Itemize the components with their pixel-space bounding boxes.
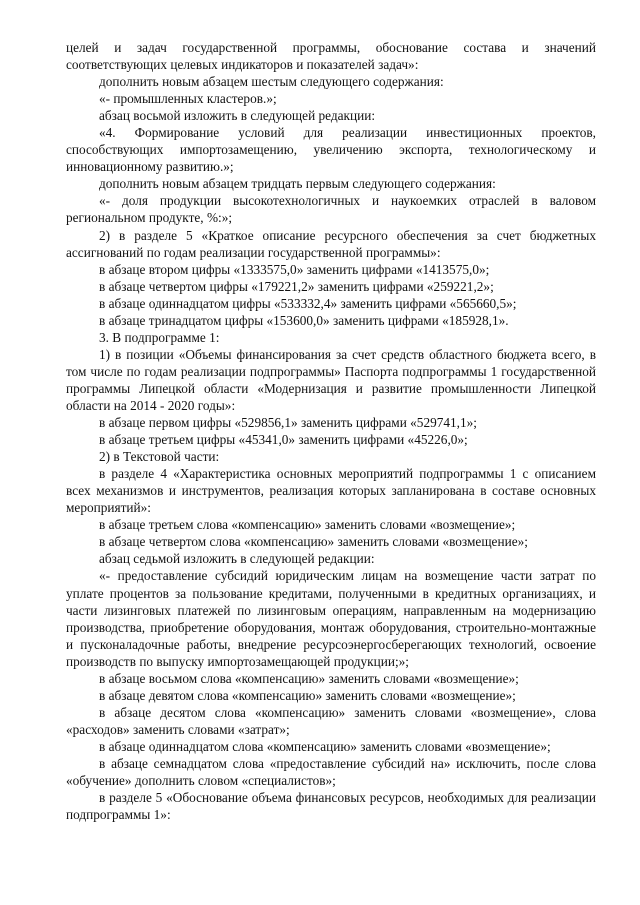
paragraph-fourth-figures: в абзаце четвертом цифры «179221,2» заменить цифрами «259221,2»;: [99, 278, 494, 294]
paragraph-hightech-share: «- доля продукции высокотехнологичных и наукоемких отраслей в валовом региональном продукте, %:»;: [66, 193, 596, 226]
paragraph-eighth-words: в абзаце восьмом слова «компенсацию» заменить словами «возмещение»;: [99, 670, 519, 686]
paragraph-eleventh-figures: в абзаце одиннадцатом цифры «533332,4» заменить цифрами «565660,5»;: [99, 295, 517, 311]
paragraph-goals-continuation: целей и задач государственной программы, обоснование состава и значений соответствующих целевых индикаторов и показателей задач»:: [66, 40, 596, 73]
paragraph-text-part: 2) в Текстовой части:: [99, 449, 220, 465]
paragraph-third-figures: в абзаце третьем цифры «45341,0» заменить цифрами «45226,0»;: [99, 432, 468, 448]
paragraph-eleventh-words: в абзаце одиннадцатом слова «компенсацию» заменить словами «возмещение»;: [99, 738, 551, 754]
paragraph-section-5-justification: в разделе 5 «Обоснование объема финансовых ресурсов, необходимых для реализации подпрограммы 1»:: [66, 790, 596, 823]
paragraph-section-5: 2) в разделе 5 «Краткое описание ресурсного обеспечения за счет бюджетных ассигнований по годам реализации государственной программы»:: [66, 227, 596, 260]
paragraph-ninth-words: в абзаце девятом слова «компенсацию» заменить словами «возмещение»;: [99, 687, 516, 703]
paragraph-subsidies: «- предоставление субсидий юридическим лицам на возмещение части затрат по уплате процентов за пользование кредитами, полученными в кредитных организациях, и части лизинговых платежей по лизинговым операциям, направленным на модернизацию производства, приобретение оборудования, монтаж оборудования, строительно-монтажные и пусконаладочные работы, внедрение ресурсоэнергосберегающих технологий, освоение производств по выпуску импортозамещающей продукции;»;: [66, 568, 596, 669]
paragraph-seventeenth-words: в абзаце семнадцатом слова «предоставление субсидий на» исключить, после слова «обучение» дополнить словом «специалистов»;: [66, 755, 596, 789]
paragraph-second-figures: в абзаце втором цифры «1333575,0» заменить цифрами «1413575,0»;: [99, 261, 490, 277]
paragraph-eighth-edit: абзац восьмой изложить в следующей редакции:: [99, 108, 376, 124]
paragraph-seventh-edit: абзац седьмой изложить в следующей редакции:: [99, 551, 375, 567]
paragraph-financing-position: 1) в позиции «Объемы финансирования за счет средств областного бюджета всего, в том числе по годам реализации подпрограммы» Паспорта подпрограммы 1 государственной программы Липецкой области «Модернизация и развитие промышленности Липецкой области на 2014 - 2020 годы»:: [66, 346, 596, 413]
paragraph-thirteenth-figures: в абзаце тринадцатом цифры «153600,0» заменить цифрами «185928,1».: [99, 312, 509, 328]
paragraph-formation-conditions: «4. Формирование условий для реализации инвестиционных проектов, способствующих импортозамещению, увеличению экспорта, технологическому и инновационному развитию.»;: [66, 125, 596, 175]
paragraph-third-words: в абзаце третьем слова «компенсацию» заменить словами «возмещение»;: [99, 517, 516, 533]
paragraph-add-thirty-first: дополнить новым абзацем тридцать первым следующего содержания:: [99, 176, 496, 192]
paragraph-add-sixth: дополнить новым абзацем шестым следующего содержания:: [99, 74, 444, 90]
paragraph-clusters: «- промышленных кластеров.»;: [99, 91, 277, 107]
paragraph-tenth-words: в абзаце десятом слова «компенсацию» заменить словами «возмещение», слова «расходов» заменить словами «затрат»;: [66, 704, 596, 737]
paragraph-subprogram-1: 3. В подпрограмме 1:: [99, 329, 220, 345]
paragraph-first-figures: в абзаце первом цифры «529856,1» заменить цифрами «529741,1»;: [99, 415, 478, 431]
paragraph-section-4: в разделе 4 «Характеристика основных мероприятий подпрограммы 1 с описанием всех механизмов и инструментов, реализация которых запланирована в составе основных мероприятий»:: [66, 466, 596, 516]
document-body: [66, 39, 596, 823]
paragraph-fourth-words: в абзаце четвертом слова «компенсацию» заменить словами «возмещение»;: [99, 534, 528, 550]
